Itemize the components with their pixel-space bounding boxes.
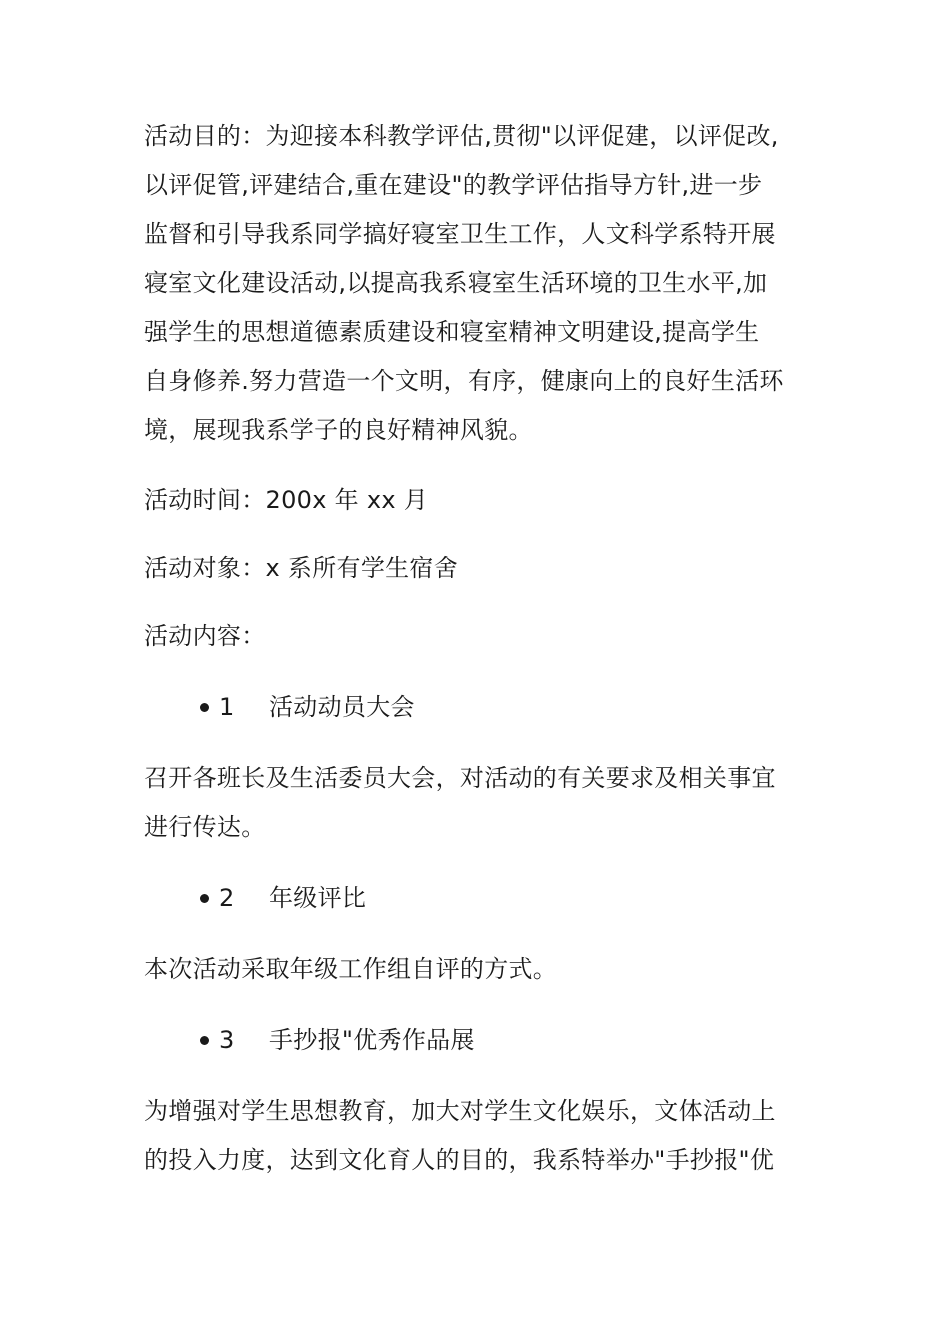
activity-target: 活动对象：x 系所有学生宿舍 bbox=[144, 554, 459, 582]
document-page bbox=[144, 112, 810, 1185]
purpose-line: 活动目的：为迎接本科教学评估,贯彻"以评促建，以评促改, bbox=[144, 122, 779, 150]
purpose-paragraph bbox=[144, 112, 810, 455]
purpose-line: 境，展现我系学子的良好精神风貌。 bbox=[144, 416, 533, 444]
item-title: 年级评比 bbox=[269, 884, 367, 912]
body-line: 进行传达。 bbox=[144, 813, 266, 841]
item-number: 2 bbox=[219, 884, 235, 912]
bullet-icon bbox=[200, 703, 209, 712]
purpose-line: 强学生的思想道德素质建设和寝室精神文明建设,提高学生 bbox=[144, 318, 760, 346]
item-body bbox=[144, 945, 810, 994]
content-heading: 活动内容： bbox=[144, 622, 266, 650]
item-title: 活动动员大会 bbox=[269, 693, 415, 721]
bullet-icon bbox=[200, 894, 209, 903]
purpose-line: 监督和引导我系同学搞好寝室卫生工作，人文科学系特开展 bbox=[144, 220, 776, 248]
item-body bbox=[144, 1087, 810, 1185]
item-body bbox=[144, 754, 810, 852]
item-number: 3 bbox=[219, 1026, 235, 1054]
body-line: 为增强对学生思想教育，加大对学生文化娱乐，文体活动上 bbox=[144, 1097, 776, 1125]
list-item bbox=[144, 1016, 810, 1065]
activity-time: 活动时间：200x 年 xx 月 bbox=[144, 486, 429, 514]
list-item bbox=[144, 683, 810, 732]
body-line: 的投入力度，达到文化育人的目的，我系特举办"手抄报"优 bbox=[144, 1146, 775, 1174]
purpose-line: 寝室文化建设活动,以提高我系寝室生活环境的卫生水平,加 bbox=[144, 269, 768, 297]
item-number: 1 bbox=[219, 693, 235, 721]
bullet-icon bbox=[200, 1036, 209, 1045]
body-line: 本次活动采取年级工作组自评的方式。 bbox=[144, 955, 558, 983]
purpose-line: 自身修养.努力营造一个文明，有序，健康向上的良好生活环 bbox=[144, 367, 784, 395]
body-line: 召开各班长及生活委员大会，对活动的有关要求及相关事宜 bbox=[144, 764, 776, 792]
purpose-line: 以评促管,评建结合,重在建设"的教学评估指导方针,进一步 bbox=[144, 171, 763, 199]
list-item bbox=[144, 874, 810, 923]
item-title: 手抄报"优秀作品展 bbox=[269, 1026, 475, 1054]
